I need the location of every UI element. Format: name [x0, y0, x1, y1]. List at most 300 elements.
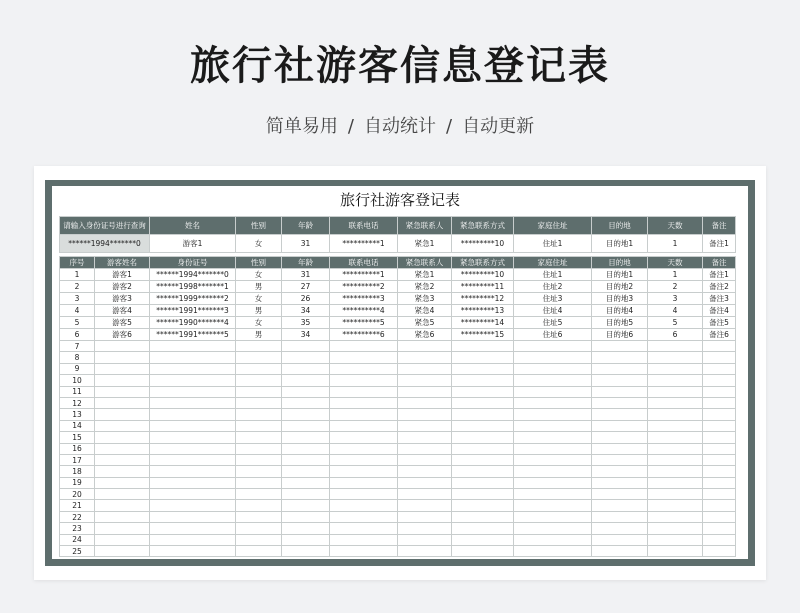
table-cell[interactable]: 备注4: [703, 305, 736, 317]
table-cell[interactable]: [514, 420, 592, 431]
table-cell[interactable]: [452, 432, 514, 443]
table-cell[interactable]: 6: [60, 329, 95, 341]
table-cell[interactable]: [150, 386, 236, 397]
table-cell[interactable]: [95, 341, 150, 352]
table-cell[interactable]: [282, 477, 330, 488]
table-cell[interactable]: [95, 454, 150, 465]
table-cell[interactable]: 5: [648, 317, 703, 329]
table-cell[interactable]: [514, 511, 592, 522]
table-cell[interactable]: [330, 375, 398, 386]
table-cell[interactable]: [648, 454, 703, 465]
table-cell[interactable]: [282, 341, 330, 352]
table-cell[interactable]: [282, 386, 330, 397]
table-cell[interactable]: [398, 375, 452, 386]
table-cell[interactable]: [282, 523, 330, 534]
table-cell[interactable]: [703, 489, 736, 500]
table-cell[interactable]: 住址1: [514, 269, 592, 281]
table-cell[interactable]: [95, 432, 150, 443]
table-cell[interactable]: [95, 511, 150, 522]
table-cell[interactable]: [398, 352, 452, 363]
table-cell[interactable]: [514, 454, 592, 465]
table-cell[interactable]: [514, 352, 592, 363]
table-cell[interactable]: [150, 363, 236, 374]
table-cell[interactable]: [703, 466, 736, 477]
table-cell[interactable]: [592, 386, 648, 397]
table-cell[interactable]: [150, 375, 236, 386]
table-cell[interactable]: [330, 523, 398, 534]
table-cell[interactable]: [648, 477, 703, 488]
table-cell[interactable]: [648, 489, 703, 500]
table-cell[interactable]: 备注5: [703, 317, 736, 329]
table-cell[interactable]: 目的地2: [592, 281, 648, 293]
table-cell[interactable]: [398, 546, 452, 557]
table-cell[interactable]: 4: [60, 305, 95, 317]
table-cell[interactable]: [330, 546, 398, 557]
table-cell[interactable]: 25: [60, 546, 95, 557]
table-cell[interactable]: [514, 341, 592, 352]
table-cell[interactable]: [95, 466, 150, 477]
table-cell[interactable]: 7: [60, 341, 95, 352]
table-cell[interactable]: 目的地5: [592, 317, 648, 329]
table-cell[interactable]: [703, 352, 736, 363]
table-cell[interactable]: 紧急4: [398, 305, 452, 317]
table-cell[interactable]: [703, 420, 736, 431]
table-cell[interactable]: ******1999*******2: [150, 293, 236, 305]
table-cell[interactable]: [282, 489, 330, 500]
table-cell[interactable]: ******1998*******1: [150, 281, 236, 293]
table-cell[interactable]: 备注1: [703, 269, 736, 281]
table-cell[interactable]: 紧急6: [398, 329, 452, 341]
table-cell[interactable]: [236, 432, 282, 443]
table-cell[interactable]: [398, 420, 452, 431]
table-cell[interactable]: [330, 500, 398, 511]
table-cell[interactable]: [592, 420, 648, 431]
table-cell[interactable]: 22: [60, 511, 95, 522]
table-cell[interactable]: [514, 477, 592, 488]
table-cell[interactable]: [236, 511, 282, 522]
table-cell[interactable]: [282, 409, 330, 420]
table-cell[interactable]: [514, 489, 592, 500]
table-cell[interactable]: [330, 489, 398, 500]
table-cell[interactable]: 27: [282, 281, 330, 293]
table-cell[interactable]: [592, 375, 648, 386]
table-cell[interactable]: [592, 443, 648, 454]
table-cell[interactable]: [236, 454, 282, 465]
table-cell[interactable]: [282, 454, 330, 465]
table-cell[interactable]: [95, 489, 150, 500]
table-cell[interactable]: 34: [282, 329, 330, 341]
table-cell[interactable]: 1: [648, 269, 703, 281]
table-cell[interactable]: [452, 546, 514, 557]
table-cell[interactable]: [398, 500, 452, 511]
table-cell[interactable]: [150, 500, 236, 511]
table-cell[interactable]: *********15: [452, 329, 514, 341]
table-cell[interactable]: [703, 341, 736, 352]
table-cell[interactable]: [330, 363, 398, 374]
table-cell[interactable]: [330, 466, 398, 477]
table-cell[interactable]: ******1991*******5: [150, 329, 236, 341]
table-cell[interactable]: [514, 523, 592, 534]
table-cell[interactable]: [282, 534, 330, 545]
table-cell[interactable]: [95, 534, 150, 545]
table-cell[interactable]: 目的地4: [592, 305, 648, 317]
table-cell[interactable]: [514, 466, 592, 477]
table-cell[interactable]: 11: [60, 386, 95, 397]
table-cell[interactable]: **********1: [330, 269, 398, 281]
table-cell[interactable]: [648, 432, 703, 443]
table-cell[interactable]: [150, 443, 236, 454]
table-cell[interactable]: [150, 397, 236, 408]
table-cell[interactable]: [703, 443, 736, 454]
table-cell[interactable]: [150, 534, 236, 545]
table-cell[interactable]: [330, 420, 398, 431]
table-cell[interactable]: [95, 386, 150, 397]
table-cell[interactable]: [95, 443, 150, 454]
table-cell[interactable]: 住址3: [514, 293, 592, 305]
table-cell[interactable]: [282, 420, 330, 431]
table-cell[interactable]: 8: [60, 352, 95, 363]
table-cell[interactable]: [703, 386, 736, 397]
table-cell[interactable]: 女: [236, 269, 282, 281]
table-cell[interactable]: [452, 352, 514, 363]
table-cell[interactable]: [236, 352, 282, 363]
table-cell[interactable]: [514, 397, 592, 408]
table-cell[interactable]: [282, 500, 330, 511]
table-cell[interactable]: [282, 443, 330, 454]
table-cell[interactable]: 1: [60, 269, 95, 281]
table-cell[interactable]: 14: [60, 420, 95, 431]
table-cell[interactable]: 住址5: [514, 317, 592, 329]
table-cell[interactable]: [398, 432, 452, 443]
table-cell[interactable]: 游客6: [95, 329, 150, 341]
table-cell[interactable]: 6: [648, 329, 703, 341]
table-cell[interactable]: [514, 386, 592, 397]
table-cell[interactable]: [648, 397, 703, 408]
table-cell[interactable]: [150, 523, 236, 534]
table-cell[interactable]: [150, 454, 236, 465]
table-cell[interactable]: [703, 523, 736, 534]
table-cell[interactable]: [703, 534, 736, 545]
table-cell[interactable]: **********6: [330, 329, 398, 341]
table-cell[interactable]: [452, 420, 514, 431]
table-cell[interactable]: [282, 397, 330, 408]
table-cell[interactable]: [236, 534, 282, 545]
table-cell[interactable]: 住址2: [514, 281, 592, 293]
table-cell[interactable]: [592, 397, 648, 408]
table-cell[interactable]: 24: [60, 534, 95, 545]
table-cell[interactable]: 4: [648, 305, 703, 317]
table-cell[interactable]: [236, 363, 282, 374]
table-cell[interactable]: 紧急2: [398, 281, 452, 293]
table-cell[interactable]: [452, 477, 514, 488]
table-cell[interactable]: [452, 466, 514, 477]
table-cell[interactable]: [330, 477, 398, 488]
table-cell[interactable]: 男: [236, 305, 282, 317]
table-cell[interactable]: [398, 511, 452, 522]
table-cell[interactable]: [514, 375, 592, 386]
table-cell[interactable]: [236, 523, 282, 534]
table-cell[interactable]: 17: [60, 454, 95, 465]
table-cell[interactable]: [648, 409, 703, 420]
table-cell[interactable]: [592, 454, 648, 465]
table-cell[interactable]: 2: [60, 281, 95, 293]
table-cell[interactable]: 游客1: [95, 269, 150, 281]
table-cell[interactable]: [150, 511, 236, 522]
table-cell[interactable]: [282, 375, 330, 386]
table-cell[interactable]: 35: [282, 317, 330, 329]
table-cell[interactable]: [330, 409, 398, 420]
table-cell[interactable]: [452, 500, 514, 511]
table-cell[interactable]: [452, 363, 514, 374]
table-cell[interactable]: [330, 443, 398, 454]
table-cell[interactable]: [398, 443, 452, 454]
table-cell[interactable]: 15: [60, 432, 95, 443]
table-cell[interactable]: [330, 397, 398, 408]
table-cell[interactable]: [703, 546, 736, 557]
table-cell[interactable]: [514, 443, 592, 454]
table-cell[interactable]: [592, 500, 648, 511]
table-cell[interactable]: 女: [236, 317, 282, 329]
table-cell[interactable]: 紧急5: [398, 317, 452, 329]
table-cell[interactable]: [398, 477, 452, 488]
table-cell[interactable]: [648, 500, 703, 511]
table-cell[interactable]: [592, 432, 648, 443]
table-cell[interactable]: [282, 432, 330, 443]
table-cell[interactable]: 游客5: [95, 317, 150, 329]
table-cell[interactable]: [514, 500, 592, 511]
table-cell[interactable]: [95, 500, 150, 511]
table-cell[interactable]: [236, 420, 282, 431]
table-cell[interactable]: [592, 341, 648, 352]
table-cell[interactable]: ******1991*******3: [150, 305, 236, 317]
table-cell[interactable]: [236, 386, 282, 397]
table-cell[interactable]: [592, 466, 648, 477]
table-cell[interactable]: [150, 546, 236, 557]
table-cell[interactable]: [648, 352, 703, 363]
table-cell[interactable]: 游客3: [95, 293, 150, 305]
table-cell[interactable]: 备注6: [703, 329, 736, 341]
table-cell[interactable]: [398, 454, 452, 465]
table-cell[interactable]: [150, 477, 236, 488]
table-cell[interactable]: [592, 363, 648, 374]
table-cell[interactable]: **********3: [330, 293, 398, 305]
table-cell[interactable]: *********11: [452, 281, 514, 293]
table-cell[interactable]: [95, 477, 150, 488]
table-cell[interactable]: [95, 352, 150, 363]
table-cell[interactable]: 男: [236, 329, 282, 341]
table-cell[interactable]: [398, 386, 452, 397]
table-cell[interactable]: 18: [60, 466, 95, 477]
table-cell[interactable]: [452, 454, 514, 465]
table-cell[interactable]: [703, 500, 736, 511]
table-cell[interactable]: [592, 409, 648, 420]
table-cell[interactable]: **********2: [330, 281, 398, 293]
table-cell[interactable]: 目的地3: [592, 293, 648, 305]
table-cell[interactable]: [236, 375, 282, 386]
table-cell[interactable]: [452, 386, 514, 397]
table-cell[interactable]: [592, 477, 648, 488]
table-cell[interactable]: [452, 397, 514, 408]
table-cell[interactable]: 紧急1: [398, 269, 452, 281]
table-cell[interactable]: [282, 511, 330, 522]
table-cell[interactable]: [398, 466, 452, 477]
table-cell[interactable]: [648, 420, 703, 431]
table-cell[interactable]: [398, 363, 452, 374]
table-cell[interactable]: [95, 363, 150, 374]
table-cell[interactable]: [150, 420, 236, 431]
table-cell[interactable]: [150, 341, 236, 352]
table-cell[interactable]: [648, 511, 703, 522]
table-cell[interactable]: [95, 523, 150, 534]
table-cell[interactable]: *********14: [452, 317, 514, 329]
table-cell[interactable]: 3: [60, 293, 95, 305]
table-cell[interactable]: [648, 375, 703, 386]
table-cell[interactable]: [150, 409, 236, 420]
table-cell[interactable]: 26: [282, 293, 330, 305]
table-cell[interactable]: 备注2: [703, 281, 736, 293]
table-cell[interactable]: 20: [60, 489, 95, 500]
table-cell[interactable]: [648, 443, 703, 454]
table-cell[interactable]: 10: [60, 375, 95, 386]
table-cell[interactable]: [330, 511, 398, 522]
table-cell[interactable]: [236, 341, 282, 352]
table-cell[interactable]: 住址6: [514, 329, 592, 341]
table-cell[interactable]: [282, 466, 330, 477]
table-cell[interactable]: [95, 546, 150, 557]
table-cell[interactable]: [703, 397, 736, 408]
table-cell[interactable]: [236, 397, 282, 408]
table-cell[interactable]: [592, 534, 648, 545]
table-cell[interactable]: [592, 546, 648, 557]
table-cell[interactable]: [592, 523, 648, 534]
table-cell[interactable]: *********13: [452, 305, 514, 317]
table-cell[interactable]: [514, 534, 592, 545]
table-cell[interactable]: [452, 489, 514, 500]
table-cell[interactable]: [592, 489, 648, 500]
table-cell[interactable]: [592, 511, 648, 522]
table-cell[interactable]: 21: [60, 500, 95, 511]
table-cell[interactable]: [452, 341, 514, 352]
table-cell[interactable]: [282, 546, 330, 557]
table-cell[interactable]: [282, 363, 330, 374]
table-cell[interactable]: 住址4: [514, 305, 592, 317]
table-cell[interactable]: [703, 511, 736, 522]
table-cell[interactable]: [236, 477, 282, 488]
table-cell[interactable]: [398, 341, 452, 352]
table-cell[interactable]: [703, 432, 736, 443]
table-cell[interactable]: *********10: [452, 269, 514, 281]
table-cell[interactable]: [703, 477, 736, 488]
table-cell[interactable]: [330, 534, 398, 545]
table-cell[interactable]: 12: [60, 397, 95, 408]
table-cell[interactable]: 5: [60, 317, 95, 329]
table-cell[interactable]: 34: [282, 305, 330, 317]
table-cell[interactable]: 目的地1: [592, 269, 648, 281]
table-cell[interactable]: [648, 523, 703, 534]
table-cell[interactable]: [150, 352, 236, 363]
table-cell[interactable]: [514, 409, 592, 420]
table-cell[interactable]: [514, 546, 592, 557]
table-cell[interactable]: [703, 363, 736, 374]
table-cell[interactable]: [282, 352, 330, 363]
table-cell[interactable]: [330, 352, 398, 363]
table-cell[interactable]: [592, 352, 648, 363]
table-cell[interactable]: 31: [282, 269, 330, 281]
table-cell[interactable]: [398, 409, 452, 420]
table-cell[interactable]: [648, 534, 703, 545]
table-cell[interactable]: [236, 546, 282, 557]
table-cell[interactable]: [452, 511, 514, 522]
table-cell[interactable]: 3: [648, 293, 703, 305]
table-cell[interactable]: [648, 546, 703, 557]
table-cell[interactable]: 19: [60, 477, 95, 488]
table-cell[interactable]: [514, 363, 592, 374]
table-cell[interactable]: 2: [648, 281, 703, 293]
table-cell[interactable]: [236, 466, 282, 477]
table-cell[interactable]: [398, 534, 452, 545]
table-cell[interactable]: 女: [236, 293, 282, 305]
table-cell[interactable]: [452, 523, 514, 534]
table-cell[interactable]: [150, 432, 236, 443]
table-cell[interactable]: [703, 454, 736, 465]
table-cell[interactable]: ******1994*******0: [150, 269, 236, 281]
table-cell[interactable]: [330, 386, 398, 397]
table-cell[interactable]: [95, 397, 150, 408]
table-cell[interactable]: [150, 466, 236, 477]
table-cell[interactable]: [452, 534, 514, 545]
table-cell[interactable]: [236, 500, 282, 511]
table-cell[interactable]: [398, 523, 452, 534]
table-cell[interactable]: [95, 409, 150, 420]
table-cell[interactable]: [452, 375, 514, 386]
table-cell[interactable]: [648, 466, 703, 477]
table-cell[interactable]: ******1990*******4: [150, 317, 236, 329]
table-cell[interactable]: [330, 341, 398, 352]
table-cell[interactable]: 男: [236, 281, 282, 293]
table-cell[interactable]: [648, 363, 703, 374]
table-cell[interactable]: *********12: [452, 293, 514, 305]
table-cell[interactable]: [150, 489, 236, 500]
table-cell[interactable]: 9: [60, 363, 95, 374]
table-cell[interactable]: 23: [60, 523, 95, 534]
table-cell[interactable]: [95, 375, 150, 386]
table-cell[interactable]: 紧急3: [398, 293, 452, 305]
table-cell[interactable]: 备注3: [703, 293, 736, 305]
table-cell[interactable]: [648, 341, 703, 352]
table-cell[interactable]: [398, 397, 452, 408]
table-cell[interactable]: **********5: [330, 317, 398, 329]
table-cell[interactable]: [330, 454, 398, 465]
table-cell[interactable]: [236, 409, 282, 420]
table-cell[interactable]: [236, 489, 282, 500]
table-cell[interactable]: [452, 409, 514, 420]
table-cell[interactable]: 游客2: [95, 281, 150, 293]
table-cell[interactable]: 16: [60, 443, 95, 454]
table-cell[interactable]: 目的地6: [592, 329, 648, 341]
table-cell[interactable]: [703, 409, 736, 420]
id-query-input[interactable]: ******1994*******0: [60, 235, 150, 253]
table-cell[interactable]: [236, 443, 282, 454]
table-cell[interactable]: [95, 420, 150, 431]
table-cell[interactable]: [398, 489, 452, 500]
table-cell[interactable]: 游客4: [95, 305, 150, 317]
table-cell[interactable]: [648, 386, 703, 397]
table-cell[interactable]: [514, 432, 592, 443]
table-cell[interactable]: [703, 375, 736, 386]
table-cell[interactable]: [330, 432, 398, 443]
table-cell[interactable]: **********4: [330, 305, 398, 317]
table-cell[interactable]: 13: [60, 409, 95, 420]
